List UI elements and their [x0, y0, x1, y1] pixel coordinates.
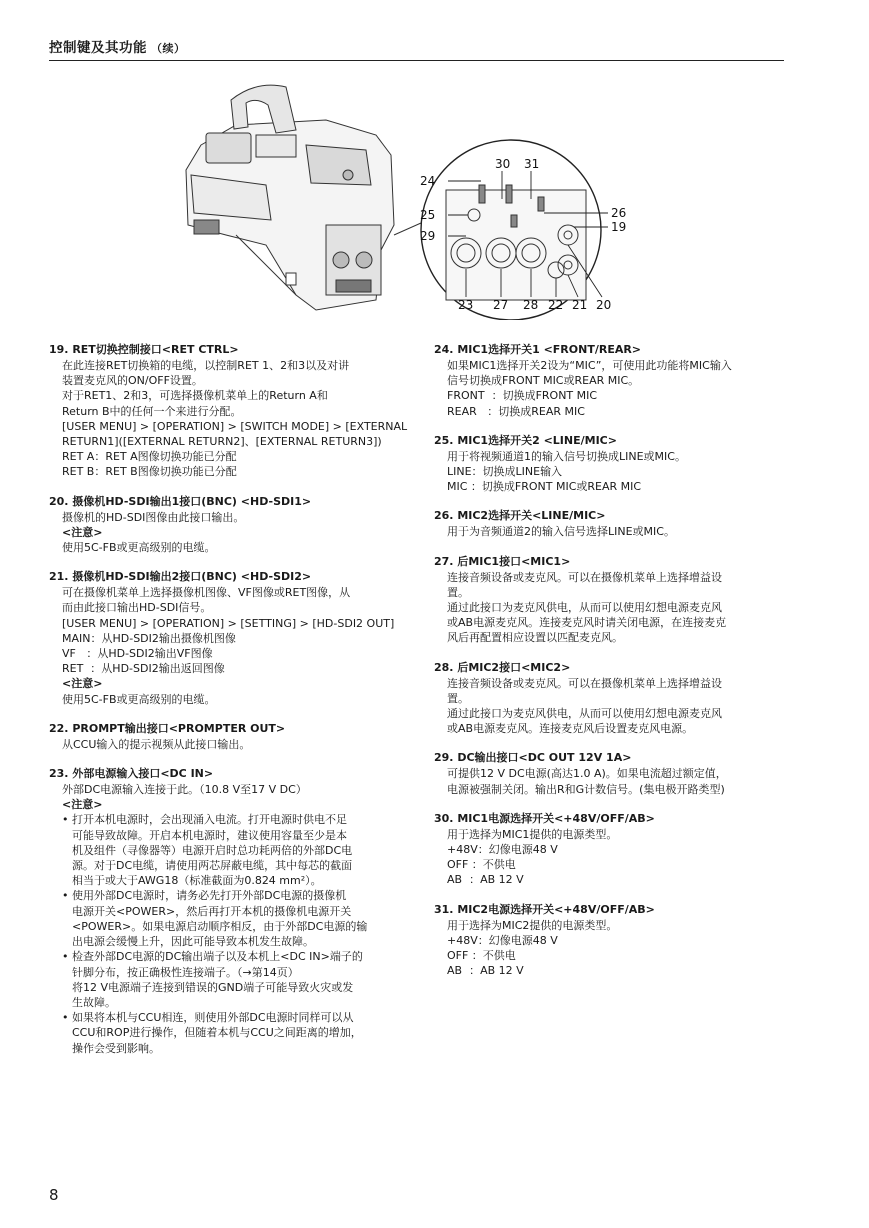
body-text-line: LINE：切换成LINE输入: [447, 465, 563, 479]
body-text-line: 而由此接口输出HD-SDI信号。: [62, 601, 212, 615]
section-heading: 23. 外部电源输入接口<DC IN>: [49, 767, 214, 781]
section-body: [434, 358, 794, 419]
bullet-dot-icon: •: [62, 1011, 69, 1025]
section-item: [434, 342, 794, 419]
bullet-text-line: 针脚分布，按正确极性连接端子。（→第14页）: [72, 965, 299, 979]
body-text-line: FRONT ：切换成FRONT MIC: [447, 389, 598, 403]
body-text-line: 从CCU输入的提示视频从此接口输出。: [62, 737, 251, 751]
bullet-text-line: 使用外部DC电源时，请务必先打开外部DC电源的摄像机: [72, 889, 347, 903]
body-text-line: 或AB电源麦克风。连接麦克风时请关闭电源，在连接麦克: [447, 616, 727, 630]
left-column: [49, 342, 409, 1070]
callout-22: 22: [548, 298, 564, 312]
section-item: [49, 494, 409, 556]
bullet-text-line: 打开本机电源时，会出现涌入电流。打开电源时供电不足: [72, 813, 347, 827]
section-body: [434, 766, 794, 796]
section-heading: 19. RET切换控制接口<RET CTRL>: [49, 343, 239, 356]
bullet-text-line: 操作会受到影响。: [72, 1041, 160, 1055]
right-column: [434, 342, 794, 992]
section-heading: 24. MIC1选择开关1 <FRONT/REAR>: [434, 343, 642, 356]
page-title: [49, 36, 186, 56]
note-text-line: 使用5C-FB或更高级别的电缆。: [62, 692, 216, 706]
section-heading: 20. 摄像机HD-SDI输出1接口(BNC) <HD-SDI1>: [49, 494, 312, 508]
body-text-line: 置。: [447, 691, 469, 705]
section-body: [434, 570, 794, 646]
bullet-dot-icon: •: [62, 950, 69, 964]
callout-30: 30: [495, 157, 511, 171]
body-text-line: AB ：AB 12 V: [447, 964, 524, 978]
callout-28: 28: [523, 298, 539, 312]
section-body: [434, 524, 794, 539]
section-item: [434, 660, 794, 737]
note-bullet: [62, 1010, 409, 1056]
body-text-line: 用于选择为MIC1提供的电源类型。: [447, 827, 618, 841]
section-item: [434, 811, 794, 888]
section-item: [49, 721, 409, 752]
camera-rear-panel-illustration: [176, 75, 636, 320]
note-bullet: [62, 812, 409, 888]
body-text-line: 或AB电源麦克风。连接麦克风后设置麦克风电源。: [447, 722, 694, 736]
bullet-text-line: 相当于或大于AWG18（标准截面为0.824 mm²）。: [72, 874, 322, 888]
section-body: [434, 918, 794, 979]
section-heading: 27. 后MIC1接口<MIC1>: [434, 554, 571, 568]
body-text-line: 对于RET1、2和3，可选择摄像机菜单上的Return A和: [62, 389, 328, 403]
body-text-line: MIC ：切换成FRONT MIC或REAR MIC: [447, 480, 642, 494]
bullet-text-line: CCU和ROP进行操作，但随着本机与CCU之间距离的增加，: [72, 1026, 362, 1040]
bullet-text-line: 可能导致故障。开启本机电源时，建议使用容量至少是本: [72, 828, 347, 842]
section-item: [434, 554, 794, 646]
body-text-line: Return B中的任何一个来进行分配。: [62, 404, 242, 418]
section-heading: 25. MIC1选择开关2 <LINE/MIC>: [434, 433, 617, 447]
callout-24: 24: [420, 174, 436, 188]
callout-19: 19: [611, 220, 627, 234]
note-heading: <注意>: [62, 798, 103, 812]
callout-21: 21: [572, 298, 588, 312]
body-text-line: AB ：AB 12 V: [447, 873, 524, 887]
section-body: [434, 827, 794, 888]
callout-29: 29: [420, 229, 436, 243]
section-body: [49, 585, 409, 707]
section-body: [434, 676, 794, 737]
section-heading: 26. MIC2选择开关<LINE/MIC>: [434, 509, 606, 523]
body-text-line: [USER MENU] > [OPERATION] > [SWITCH MODE] > [EXTERNAL: [62, 419, 408, 433]
body-text-line: MAIN：从HD-SDI2输出摄像机图像: [62, 631, 236, 645]
body-text-line: [USER MENU] > [OPERATION] > [SETTING] > [HD-SDI2 OUT]: [62, 616, 395, 630]
note-heading: <注意>: [62, 677, 103, 691]
callout-27: 27: [493, 298, 509, 312]
body-text-line: REAR ：切换成REAR MIC: [447, 404, 585, 418]
section-heading: 22. PROMPT输出接口<PROMPTER OUT>: [49, 721, 286, 735]
body-text-line: OFF ：不供电: [447, 949, 516, 963]
section-body: [49, 510, 409, 556]
body-text-line: 用于为音频通道2的输入信号选择LINE或MIC。: [447, 525, 675, 539]
bullet-text-line: 机及组件（寻像器等）电源开启时总功耗两倍的外部DC电: [72, 843, 353, 857]
body-text-line: VF ：从HD-SDI2输出VF图像: [62, 647, 213, 661]
body-text-line: 信号切换成FRONT MIC或REAR MIC。: [447, 374, 640, 388]
bullet-text-line: 源。对于DC电缆，请使用两芯屏蔽电缆，其中每芯的截面: [72, 859, 353, 873]
body-text-line: 摄像机的HD-SDI图像由此接口输出。: [62, 510, 245, 524]
body-text-line: 通过此接口为麦克风供电，从而可以使用幻想电源麦克风: [447, 707, 722, 721]
note-text-line: 使用5C-FB或更高级别的电缆。: [62, 541, 216, 555]
bullet-text-line: <POWER>。如果电源启动顺序相反，由于外部DC电源的输: [72, 919, 368, 933]
bullet-text-line: 生故障。: [72, 995, 116, 1009]
section-item: [434, 750, 794, 796]
body-text-line: 风后再配置相应设置以匹配麦克风。: [447, 631, 623, 645]
page-number: 8: [49, 1186, 59, 1204]
bullet-text-line: 电源开关<POWER>，然后再打开本机的摄像机电源开关: [72, 904, 352, 918]
body-text-line: 可提供12 V DC电源(高达1.0 A)。如果电流超过额定值，: [447, 767, 727, 781]
section-item: [49, 766, 409, 1056]
section-body: [434, 449, 794, 495]
body-text-line: 如果MIC1选择开关2设为“MIC”，可使用此功能将MIC输入: [447, 359, 732, 372]
body-text-line: 可在摄像机菜单上选择摄像机图像、VF图像或RET图像，从: [62, 586, 351, 600]
page-title-text: 控制键及其功能: [49, 40, 147, 56]
body-text-line: RET B：RET B图像切换功能已分配: [62, 465, 237, 479]
bullet-text-line: 将12 V电源端子连接到错误的GND端子可能导致火灾或发: [72, 980, 354, 994]
body-text-line: RET ：从HD-SDI2输出返回图像: [62, 662, 225, 676]
body-text-line: 置。: [447, 585, 469, 599]
body-text-line: RET A：RET A图像切换功能已分配: [62, 450, 237, 464]
section-body: [49, 737, 409, 752]
section-item: [434, 902, 794, 979]
body-text-line: 电源被强制关闭。输出R和G计数信号。(集电极开路类型): [447, 782, 725, 796]
section-item: [434, 508, 794, 539]
body-text-line: 连接音频设备或麦克风。可以在摄像机菜单上选择增益设: [447, 676, 722, 690]
section-item: [434, 433, 794, 495]
body-text-line: +48V：幻像电源48 V: [447, 843, 558, 857]
section-item: [49, 569, 409, 707]
continued-label: （续）: [151, 42, 186, 55]
section-body: [49, 358, 409, 480]
section-heading: 29. DC输出接口<DC OUT 12V 1A>: [434, 751, 632, 765]
body-text-line: OFF ：不供电: [447, 858, 516, 872]
bullet-text-line: 出电源会缓慢上升，因此可能导致本机发生故障。: [72, 935, 314, 949]
body-text-line: +48V：幻像电源48 V: [447, 933, 558, 947]
section-heading: 28. 后MIC2接口<MIC2>: [434, 660, 571, 674]
section-body: [49, 782, 409, 1056]
header-divider: [49, 60, 784, 61]
note-bullet: [62, 888, 409, 949]
body-text-line: 通过此接口为麦克风供电，从而可以使用幻想电源麦克风: [447, 601, 722, 615]
body-text-line: 用于将视频通道1的输入信号切换成LINE或MIC。: [447, 449, 686, 463]
body-text-line: 在此连接RET切换箱的电缆，以控制RET 1、2和3以及对讲: [62, 359, 350, 372]
section-heading: 30. MIC1电源选择开关<+48V/OFF/AB>: [434, 811, 655, 825]
body-text-line: RETURN1]([EXTERNAL RETURN2]、[EXTERNAL RETURN3]): [62, 435, 382, 449]
callout-25: 25: [420, 208, 436, 222]
note-heading: <注意>: [62, 525, 103, 539]
callout-26: 26: [611, 206, 627, 220]
bullet-text-line: 检查外部DC电源的DC输出端子以及本机上<DC IN>端子的: [72, 950, 363, 964]
callout-31: 31: [524, 157, 540, 171]
note-bullet: [62, 949, 409, 1010]
body-text-line: 连接音频设备或麦克风。可以在摄像机菜单上选择增益设: [447, 570, 722, 584]
body-text-line: 外部DC电源输入连接于此。（10.8 V至17 V DC）: [62, 783, 307, 797]
body-text-line: 用于选择为MIC2提供的电源类型。: [447, 918, 618, 932]
bullet-dot-icon: •: [62, 889, 69, 903]
section-heading: 21. 摄像机HD-SDI输出2接口(BNC) <HD-SDI2>: [49, 570, 312, 584]
section-item: [49, 342, 409, 480]
bullet-text-line: 如果将本机与CCU相连，则使用外部DC电源时同样可以从: [72, 1011, 354, 1025]
bullet-dot-icon: •: [62, 813, 69, 827]
callout-20: 20: [596, 298, 612, 312]
section-heading: 31. MIC2电源选择开关<+48V/OFF/AB>: [434, 902, 655, 916]
callout-23: 23: [458, 298, 474, 312]
body-text-line: 装置麦克风的ON/OFF设置。: [62, 374, 203, 388]
camera-figure-svg: [176, 75, 636, 320]
